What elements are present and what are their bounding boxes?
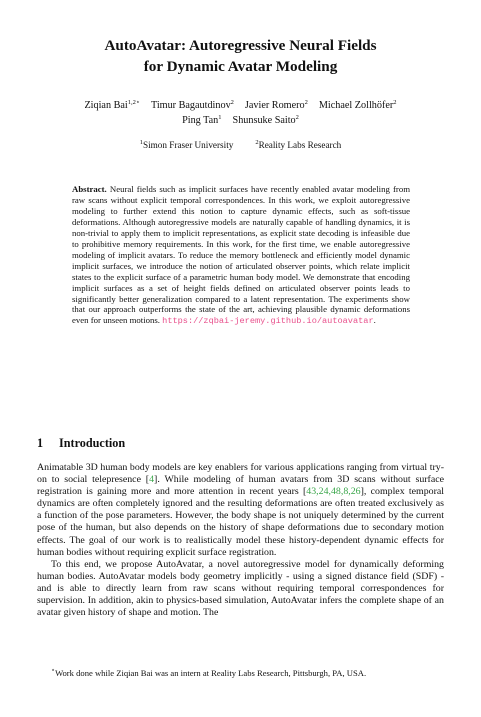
title-line-1: AutoAvatar: Autoregressive Neural Fields <box>104 37 377 54</box>
author: Javier Romero$^2$ <box>244 99 308 111</box>
abstract-label: Abstract. <box>72 184 107 194</box>
citation-link[interactable]: 4 <box>149 474 155 486</box>
author: Ziqian Bai$^{1,2⋆}$ <box>84 99 140 111</box>
footnote <box>37 668 444 679</box>
author-line-1 <box>20 99 461 114</box>
abstract-text: Neural fields such as implicit surfaces have recently enabled avatar modeling from raw scans without explicit temporal correspondences. In this work, we exploit autoregressive modeling to further extend this notion to capture dynamic effects, such as soft-tissue deformations. Although autoregressive models are naturally capable of handling dynamics, it is non-trivial to apply them to implicit representations, as explicit state decoding is infeasible due to prohibitive memory requirements. In this work, for the first time, we enable autoregressive modeling of implicit avatars. To reduce the memory bottleneck and efficiently model dynamic implicit surfaces, we introduce the notion of articulated observer points, which relate implicit states to the explicit surface of a parametric human body model. We demonstrate that encoding implicit surfaces as a set of height fields defined on articulated observer points leads to significantly better generalization compared to a latent representation. The experiments show that our approach outperforms the state of the art, achieving plausible dynamic deformations even for unseen motions. <box>72 184 410 326</box>
author: Shunsuke Saito$^2$ <box>232 113 299 126</box>
project-url-link[interactable]: https://zqbai-jeremy.github.io/autoavatar <box>162 316 374 327</box>
affiliations <box>0 139 481 151</box>
section-number: 1 <box>37 436 44 450</box>
section-title: Introduction <box>59 436 126 450</box>
paragraph: To this end, we propose AutoAvatar, a novel autoregressive model for dynamically deforming human bodies. AutoAvatar models body geometry implicitly - using a signed distance field (SDF) - and is able to directly learn from raw scans without requiring temporal correspondences for supervision. In addition, akin to physics-based simulation, AutoAvatar infers the complete shape of an avatar given history of shape and motion. The <box>37 558 444 619</box>
abstract: Abstract. Neural fields such as implicit surfaces have recently enabled avatar modeling from raw scans without explicit temporal correspondences. In this work, we exploit autoregressive modeling to further extend this notion to capture dynamic effects, such as soft-tissue deformations. Although autoregressive models are naturally capable of handling dynamics, it is non-trivial to apply them to implicit representations, as explicit state decoding is infeasible due to prohibitive memory requirements. In this work, for the first time, we enable autoregressive modeling of implicit avatars. To reduce the memory bottleneck and efficiently model dynamic implicit surfaces, we introduce the notion of articulated observer points, which relate implicit states to the explicit surface of a parametric human body model. We demonstrate that encoding implicit surfaces as a set of height fields defined on articulated observer points leads to significantly better generalization compared to a latent representation. The experiments show that our approach outperforms the state of the art, achieving plausible dynamic deformations even for unseen motions. https://zqbai-jeremy.github.io/autoavatar. <box>72 184 410 327</box>
paper-title <box>0 36 481 77</box>
footnote-text: Work done while Ziqian Bai was an intern at Reality Labs Research, Pittsburgh, PA, USA. <box>55 668 367 678</box>
section-body <box>37 462 444 619</box>
author: Timur Bagautdinov$^2$ <box>150 99 234 111</box>
footnote-mark: ⋆ <box>51 667 56 674</box>
affiliation: $^2$Reality Labs Research <box>255 139 342 150</box>
author: Ping Tan$^1$ <box>182 113 222 126</box>
author-line-2 <box>20 114 461 129</box>
paragraph: Animatable 3D human body models are key enablers for various applications ranging from virtual try-on to social telepresence [4]. While modeling of human avatars from 3D scans without surface registration is gaining more and more attention in recent years [43,24,48,8,26], complex temporal dynamics are often completely ignored and the resulting deformations are often treated exclusively as a function of the pose parameters. However, the body shape is not uniquely determined by the current pose of the human, but also depends on the history of shape deformations due to secondary motion effects. The goal of our work is to realistically model these history-dependent dynamic effects for human bodies without requiring explicit surface registration. <box>37 462 445 558</box>
title-line-2: for Dynamic Avatar Modeling <box>143 57 338 75</box>
affiliation: $^1$Simon Fraser University <box>139 139 234 150</box>
author: Michael Zollhöfer$^2$ <box>318 99 397 111</box>
section-heading <box>37 436 125 451</box>
author-list <box>20 99 461 128</box>
citation-link[interactable]: 43,24,48,8,26 <box>306 486 361 498</box>
